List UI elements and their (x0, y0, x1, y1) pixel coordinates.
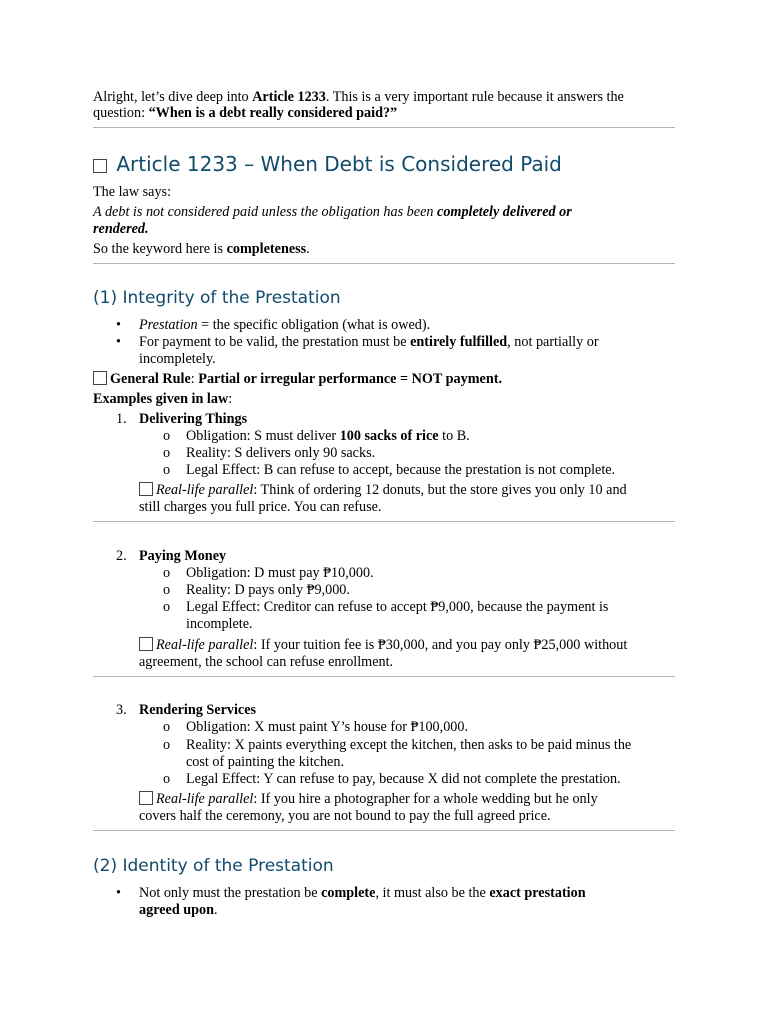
page-title-text: Article 1233 – When Debt is Considered Paid (116, 152, 562, 176)
bullet-text: , not partially or (507, 334, 599, 350)
law-quote-line-1 (93, 204, 572, 221)
bullet-item (139, 334, 599, 351)
intro-question: “When is a debt really considered paid?” (148, 105, 398, 121)
intro-bold-article: Article 1233 (252, 89, 326, 105)
parallel-text: covers half the ceremony, you are not bound to pay the full agreed price. (139, 808, 551, 824)
parallel-text: : Think of ordering 12 donuts, but the store gives you only 10 and (253, 482, 627, 498)
examples-colon: : (228, 391, 233, 407)
divider (93, 263, 675, 264)
sub-item (186, 428, 470, 445)
examples-label-bold: Examples given in law (93, 391, 229, 407)
rule-sep: : (190, 371, 199, 387)
real-life-parallel (139, 482, 627, 499)
list-number: 3. (116, 702, 127, 718)
missing-glyph-icon (139, 637, 153, 651)
missing-glyph-icon (139, 482, 153, 496)
intro-line-2 (93, 105, 397, 122)
page-title (93, 152, 562, 176)
section-heading-integrity: (1) Integrity of the Prestation (93, 288, 341, 308)
sub-bullet-marker: o (163, 599, 171, 615)
list-number: 1. (116, 411, 127, 427)
intro-text: question: (93, 105, 149, 121)
parallel-label: Real-life parallel (156, 791, 254, 807)
law-says: The law says: (93, 184, 172, 200)
parallel-label: Real-life parallel (156, 637, 254, 653)
sub-text: Obligation: S must deliver (186, 428, 340, 444)
law-quote-bold: completely delivered or (437, 204, 572, 220)
bullet-item (139, 885, 586, 902)
divider (93, 830, 675, 831)
missing-glyph-icon (139, 791, 153, 805)
sub-bullet-marker: o (163, 771, 171, 787)
sub-item: Reality: D pays only ₱9,000. (186, 582, 350, 598)
bullet-text: incompletely. (139, 351, 216, 367)
bullet-marker: • (116, 317, 121, 333)
bullet-bold: agreed upon (139, 902, 215, 918)
intro-text: . This is a very important rule because it answers the (325, 89, 624, 105)
bullet-marker: • (116, 885, 121, 901)
section-heading-identity: (2) Identity of the Prestation (93, 856, 334, 876)
example-title: Paying Money (139, 548, 227, 564)
general-rule (93, 371, 502, 388)
sub-item: Legal Effect: Y can refuse to pay, because X did not complete the prestation. (186, 771, 621, 787)
sub-bullet-marker: o (163, 737, 171, 753)
bullet-bold: entirely fulfilled (410, 334, 508, 350)
rule-label: General Rule (110, 371, 191, 387)
example-title: Rendering Services (139, 702, 257, 718)
sub-item: Obligation: X must paint Y’s house for ₱100,000. (186, 719, 469, 735)
bullet-bold: complete (321, 885, 376, 901)
bullet-text: Not only must the prestation be (139, 885, 322, 901)
parallel-text: agreement, the school can refuse enrollment. (139, 654, 394, 670)
parallel-text: still charges you full price. You can refuse. (139, 499, 382, 515)
intro-text: Alright, let’s dive deep into (93, 89, 253, 105)
divider (93, 127, 675, 128)
bullet-item (139, 317, 430, 334)
missing-glyph-icon (93, 371, 107, 385)
parallel-text: : If you hire a photographer for a whole wedding but he only (253, 791, 598, 807)
keyword-text: . (306, 241, 310, 257)
example-title: Delivering Things (139, 411, 248, 427)
sub-bullet-marker: o (163, 719, 171, 735)
sub-item: Reality: S delivers only 90 sacks. (186, 445, 376, 461)
sub-bold: 100 sacks of rice (339, 428, 439, 444)
real-life-parallel (139, 791, 598, 808)
sub-text: cost of painting the kitchen. (186, 754, 344, 770)
divider (93, 521, 675, 522)
parallel-label: Real-life parallel (156, 482, 254, 498)
sub-item: Reality: X paints everything except the kitchen, then asks to be paid minus the (186, 737, 632, 753)
sub-bullet-marker: o (163, 582, 171, 598)
intro-line-1 (93, 89, 624, 106)
bullet-text: = the specific obligation (what is owed). (197, 317, 431, 333)
bullet-text: For payment to be valid, the prestation must be (139, 334, 411, 350)
sub-bullet-marker: o (163, 428, 171, 444)
sub-bullet-marker: o (163, 565, 171, 581)
sub-item: Legal Effect: B can refuse to accept, because the prestation is not complete. (186, 462, 616, 478)
keyword-line (93, 241, 310, 258)
bullet-text: , it must also be the (375, 885, 490, 901)
law-quote-line-2 (93, 221, 149, 238)
divider (93, 676, 675, 677)
list-number: 2. (116, 548, 127, 564)
keyword-text: So the keyword here is (93, 241, 227, 257)
bullet-item-cont (139, 902, 218, 919)
law-quote-bold: rendered. (93, 221, 149, 237)
sub-item: Obligation: D must pay ₱10,000. (186, 565, 374, 581)
sub-item: Legal Effect: Creditor can refuse to accept ₱9,000, because the payment is (186, 599, 609, 615)
sub-text: to B. (438, 428, 470, 444)
sub-text: incomplete. (186, 616, 253, 632)
bullet-text: . (214, 902, 218, 918)
real-life-parallel (139, 637, 627, 654)
keyword-bold: completeness (226, 241, 307, 257)
bullet-bold: exact prestation (489, 885, 586, 901)
sub-bullet-marker: o (163, 462, 171, 478)
rule-text: Partial or irregular performance = NOT payment. (198, 371, 503, 387)
sub-bullet-marker: o (163, 445, 171, 461)
examples-label (93, 391, 232, 408)
law-quote: A debt is not considered paid unless the obligation has been (93, 204, 438, 220)
bullet-marker: • (116, 334, 121, 350)
term-italic: Prestation (139, 317, 198, 333)
parallel-text: : If your tuition fee is ₱30,000, and you pay only ₱25,000 without (253, 637, 628, 653)
missing-glyph-icon (93, 159, 107, 173)
